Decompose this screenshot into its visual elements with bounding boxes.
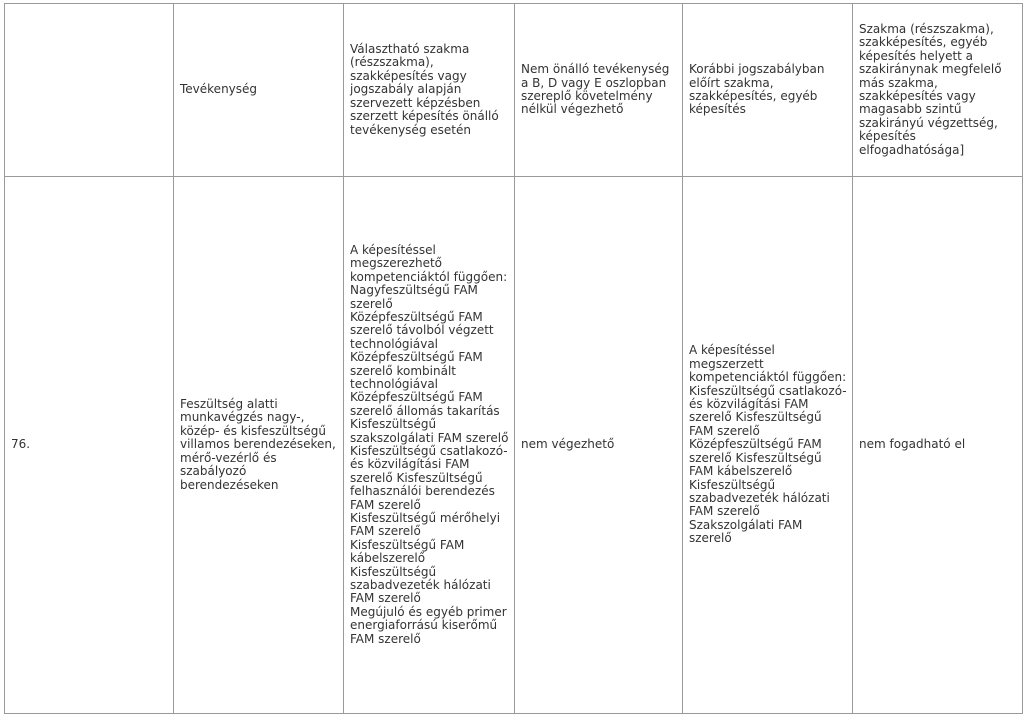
header-activity-cell: Tevékenység (174, 4, 344, 177)
row-number-cell: 76. (5, 177, 174, 714)
table-header-row (5, 4, 1023, 177)
row-previous-qualification-cell: A képesítéssel megszerzett kompetenciáktól függően: Kisfeszültségű csatlakozó- és közvilágítási FAM szerelő Kisfeszültségű FAM szerelő Középfeszültségű FAM szerelő Kisfeszültségű FAM kábelszerelő Kisfeszültségű szabadvezeték hálózati FAM szerelő Szakszolgálati FAM szerelő (683, 177, 853, 714)
header-number-cell (5, 4, 174, 177)
header-non-independent-cell: Nem önálló tevékenység a B, D vagy E oszlopban szereplő követelmény nélkül végezhető (515, 4, 683, 177)
row-activity-cell: Feszültség alatti munkavégzés nagy-, közép- és kisfeszültségű villamos berendezéseken, mérő-vezérlő és szabályozó berendezéseken (174, 177, 344, 714)
row-non-independent-cell: nem végezhető (515, 177, 683, 714)
header-acceptance-cell: Szakma (részszakma), szakképesítés, egyéb képesítés helyett a szakiránynak megfelelő más szakma, szakképesítés vagy magasabb szintű szakirányú végzettség, képesítés elfogadhatósága] (853, 4, 1023, 177)
row-qualification-cell: A képesítéssel megszerezhető kompetenciáktól függően: Nagyfeszültségű FAM szerelő Középfeszültségű FAM szerelő távolból végzett technológiával Középfeszültségű FAM szerelő kombinált technológiával Középfeszültségű FAM szerelő állomás takarítás Kisfeszültségű szakszolgálati FAM szerelő Kisfeszültségű csatlakozó- és közvilágítási FAM szerelő Kisfeszültségű felhasználói berendezés FAM szerelő Kisfeszültségű mérőhelyi FAM szerelő Kisfeszültségű FAM kábelszerelő Kisfeszültségű szabadvezeték hálózati FAM szerelő Megújuló és egyéb primer energiaforrású kiserőmű FAM szerelő (344, 177, 515, 714)
header-qualification-cell: Választható szakma (részszakma), szakképesítés vagy jogszabály alapján szervezett képzésben szerzett képesítés önálló tevékenység esetén (344, 4, 515, 177)
table-row (5, 177, 1023, 714)
regulation-table (4, 3, 1023, 714)
header-previous-qualification-cell: Korábbi jogszabályban előírt szakma, szakképesítés, egyéb képesítés (683, 4, 853, 177)
row-acceptance-cell: nem fogadható el (853, 177, 1023, 714)
